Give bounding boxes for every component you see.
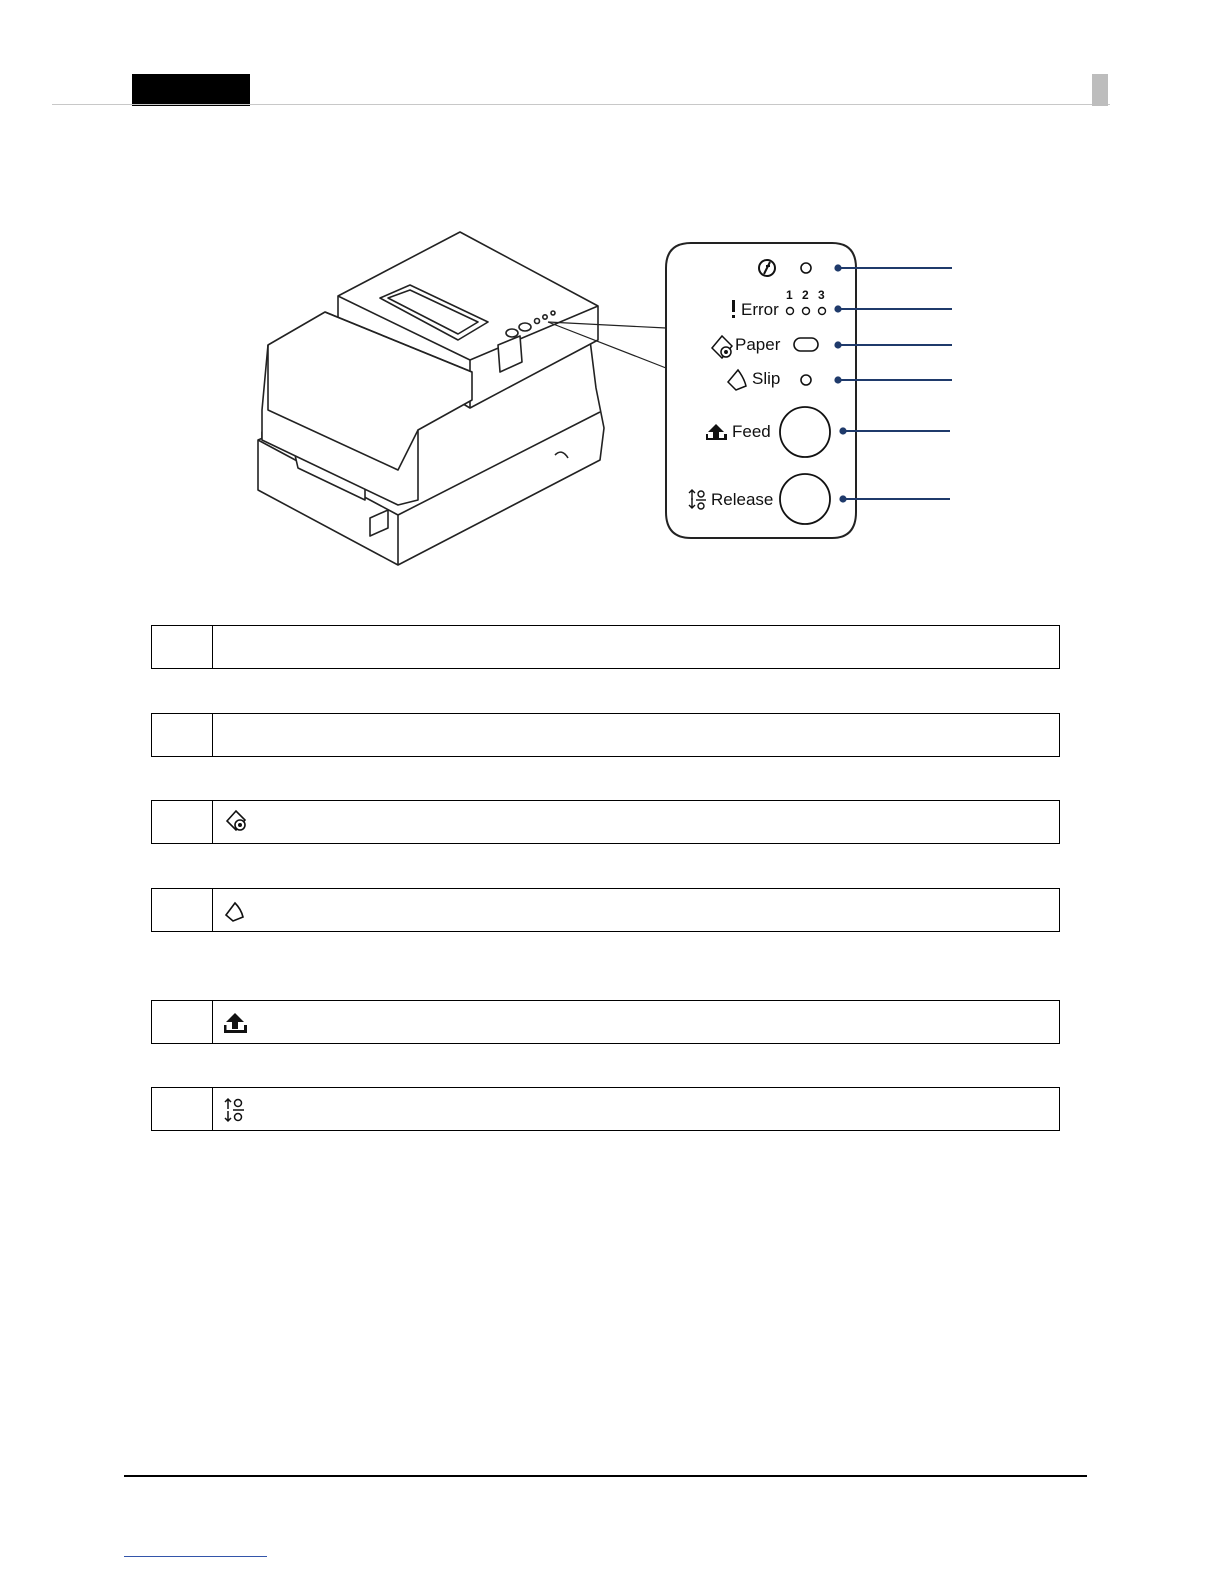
feed-label: Feed xyxy=(732,422,771,441)
table-row-number-cell xyxy=(152,1001,213,1043)
table-row xyxy=(151,1000,1060,1044)
paper-roll-icon xyxy=(222,809,250,837)
release-label: Release xyxy=(711,490,774,509)
feed-icon xyxy=(222,1009,250,1037)
table-row-number-cell xyxy=(152,1088,213,1130)
footer-link-underline[interactable] xyxy=(124,1556,267,1557)
table-row-number-cell xyxy=(152,714,213,756)
table-row xyxy=(151,800,1060,844)
table-row xyxy=(151,713,1060,757)
release-icon xyxy=(222,1096,250,1124)
error-number-2: 2 xyxy=(802,288,809,302)
release-icon xyxy=(689,490,706,509)
paper-label: Paper xyxy=(735,335,781,354)
table-row-number-cell xyxy=(152,626,213,668)
table-row-number-cell xyxy=(152,801,213,843)
footer-rule xyxy=(124,1475,1087,1477)
slip-label: Slip xyxy=(752,369,781,388)
table-row xyxy=(151,888,1060,932)
printer-figure xyxy=(0,0,1224,600)
table-row xyxy=(151,1087,1060,1131)
error-number-1: 1 xyxy=(786,288,793,302)
slip-icon xyxy=(222,897,250,925)
error-number-3: 3 xyxy=(818,288,825,302)
printer-illustration xyxy=(0,0,1224,600)
table-row xyxy=(151,625,1060,669)
error-label: Error xyxy=(741,300,779,319)
table-row-number-cell xyxy=(152,889,213,931)
